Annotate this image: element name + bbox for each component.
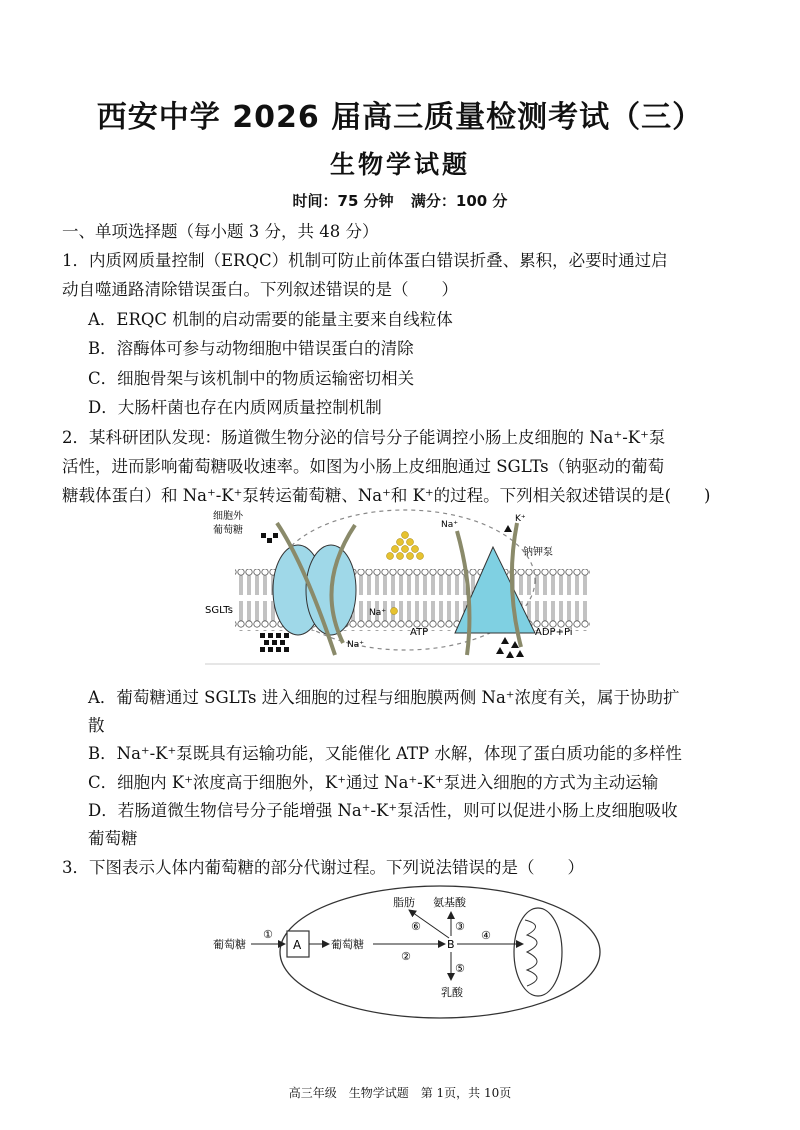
q3-metabolism-figure [205, 880, 605, 1025]
label-k-top: K⁺ [515, 514, 526, 524]
label-n5: ⑤ [455, 962, 465, 975]
exam-subtitle: 生物学试题 [329, 150, 470, 179]
q1-option-c: C．细胞骨架与该机制中的物质运输密切相关 [88, 369, 415, 388]
label-glucose: 葡萄糖 [213, 525, 243, 536]
label-pump: 钠钾泵 [523, 547, 553, 558]
exam-title: 西安中学 2026 届高三质量检测考试（三） [96, 100, 704, 135]
sglt-protein [273, 545, 356, 635]
q2-option-c: C．细胞内 K⁺浓度高于细胞外，K⁺通过 Na⁺-K⁺泵进入细胞的方式为主动运输 [88, 773, 659, 792]
label-glucose-in: 葡萄糖 [331, 938, 364, 951]
label-n4: ④ [481, 929, 491, 942]
label-sglts: SGLTs [205, 605, 233, 616]
label-outside: 细胞外 [213, 511, 243, 522]
q1-option-b: B．溶酶体可参与动物细胞中错误蛋白的清除 [88, 339, 414, 358]
q1-stem-line2: 动自噬通路清除错误蛋白。下列叙述错误的是（ ） [62, 280, 458, 299]
label-atp: ATP [410, 627, 429, 638]
q2-option-a-line1: A．葡萄糖通过 SGLTs 进入细胞的过程与细胞膜两侧 Na⁺浓度有关，属于协助扩 [88, 688, 680, 707]
label-n3: ③ [455, 920, 465, 933]
q1-option-d: D．大肠杆菌也存在内质网质量控制机制 [88, 398, 382, 417]
q2-membrane-figure [205, 505, 600, 667]
q2-stem-line3: 糖载体蛋白）和 Na⁺-K⁺泵转运葡萄糖、Na⁺和 K⁺的过程。下列相关叙述错误的是( ) [62, 486, 711, 505]
label-lactic: 乳酸 [441, 986, 463, 999]
label-n1: ① [263, 928, 273, 941]
page-footer: 高三年级 生物学试题 第 1页，共 10页 [288, 1086, 512, 1100]
label-a: A [293, 938, 302, 952]
q2-stem-line1: 2．某科研团队发现：肠道微生物分泌的信号分子能调控小肠上皮细胞的 Na⁺-K⁺泵 [62, 428, 666, 447]
label-fat: 脂肪 [393, 896, 415, 909]
exam-score: 满分：100 分 [410, 192, 508, 210]
q1-stem-line1: 1．内质网质量控制（ERQC）机制可防止前体蛋白错误折叠、累积，必要时通过启 [62, 251, 668, 270]
section-heading: 一、单项选择题（每小题 3 分，共 48 分） [62, 222, 379, 241]
q2-option-a-line2: 散 [88, 716, 105, 735]
label-na-bottom: Na⁺ [347, 640, 364, 650]
glucose-squares-top [261, 533, 278, 543]
q1-option-a: A．ERQC 机制的启动需要的能量主要来自线粒体 [88, 310, 453, 329]
q3-stem: 3．下图表示人体内葡萄糖的部分代谢过程。下列说法错误的是（ ） [62, 858, 584, 877]
exam-meta [0, 190, 800, 211]
glucose-squares-bottom [260, 633, 289, 652]
label-n2: ② [401, 950, 411, 963]
q2-stem-line2: 活性，进而影响葡萄糖吸收速率。如图为小肠上皮细胞通过 SGLTs（钠驱动的葡萄 [62, 457, 665, 476]
label-amino: 氨基酸 [433, 896, 466, 909]
q2-option-d-line1: D．若肠道微生物信号分子能增强 Na⁺-K⁺泵活性，则可以促进小肠上皮细胞吸收 [88, 801, 678, 820]
label-na-inside: Na⁺ [369, 608, 386, 618]
q2-option-d-line2: 葡萄糖 [88, 829, 138, 848]
label-b: B [447, 938, 455, 951]
exam-time: 时间：75 分钟 [292, 192, 394, 210]
mitochondrion [514, 908, 562, 996]
label-na-top: Na⁺ [441, 520, 458, 530]
q2-option-b: B．Na⁺-K⁺泵既具有运输功能，又能催化 ATP 水解，体现了蛋白质功能的多样性 [88, 744, 682, 763]
label-glucose-out: 葡萄糖 [213, 938, 246, 951]
label-adp: ADP+Pi [535, 627, 573, 638]
label-n6: ⑥ [411, 920, 421, 933]
